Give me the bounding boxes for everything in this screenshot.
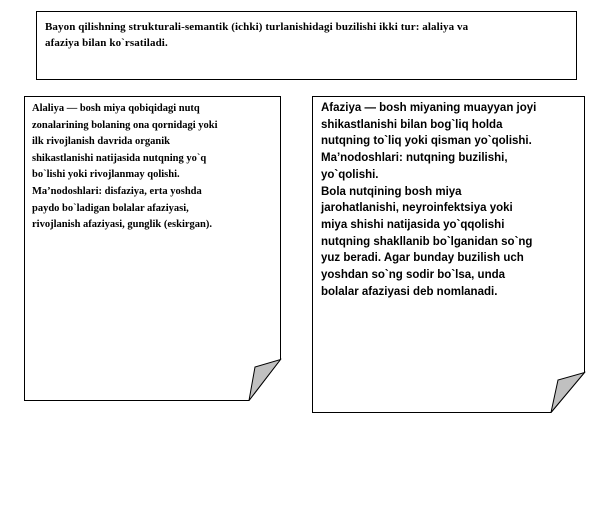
afaziya-text bbox=[321, 100, 581, 300]
afaziya-line: nutqning shakllanib bo`lganidan so`ng bbox=[321, 235, 533, 248]
alaliya-line: shikastlanishi natijasida nutqning yo`q bbox=[32, 152, 207, 164]
alaliya-line: ilk rivojlanish davrida organik bbox=[32, 136, 170, 148]
definition-line: Bayon qilishning strukturali-semantik (ichki) turlanishidagi buzilishi ikki tur: alaliya va bbox=[45, 21, 469, 33]
definition-line: afaziya bilan ko`rsatiladi. bbox=[45, 37, 168, 49]
alaliya-note bbox=[24, 96, 281, 401]
afaziya-line: jarohatlanishi, neyroinfektsiya yoki bbox=[321, 202, 513, 215]
alaliya-line: rivojlanish afaziyasi, gunglik (eskirgan). bbox=[32, 219, 212, 231]
afaziya-line: shikastlanishi bilan bog`liq holda bbox=[321, 118, 503, 131]
afaziya-line: miya shishi natijasida yo`qqolishi bbox=[321, 218, 505, 231]
alaliya-line: bo`lishi yoki rivojlanmay qolishi. bbox=[32, 169, 180, 181]
afaziya-line: Ma’nodoshlari: nutqning buzilishi, bbox=[321, 152, 508, 165]
alaliya-text bbox=[32, 101, 277, 234]
definition-text bbox=[45, 19, 568, 51]
definition-box bbox=[36, 11, 577, 80]
afaziya-line: Afaziya — bosh miyaning muayyan joyi bbox=[321, 102, 537, 114]
alaliya-line: zonalarining bolaning ona qornidagi yoki bbox=[32, 119, 218, 131]
afaziya-line: Bola nutqining bosh miya bbox=[321, 185, 462, 198]
alaliya-line: paydo bo`ladigan bolalar afaziyasi, bbox=[32, 202, 189, 214]
afaziya-line: yuz beradi. Agar bunday buzilish uch bbox=[321, 252, 524, 265]
afaziya-line: bolalar afaziyasi deb nomlanadi. bbox=[321, 285, 498, 298]
afaziya-line: yo`qolishi. bbox=[321, 168, 379, 181]
alaliya-line: Ma’nodoshlari: disfaziya, erta yoshda bbox=[32, 185, 202, 197]
afaziya-line: nutqning to`liq yoki qisman yo`qolishi. bbox=[321, 135, 532, 148]
afaziya-note bbox=[312, 96, 585, 413]
alaliya-line: Alaliya — bosh miya qobiqidagi nutq bbox=[32, 103, 200, 114]
afaziya-line: yoshdan so`ng sodir bo`lsa, unda bbox=[321, 269, 506, 282]
